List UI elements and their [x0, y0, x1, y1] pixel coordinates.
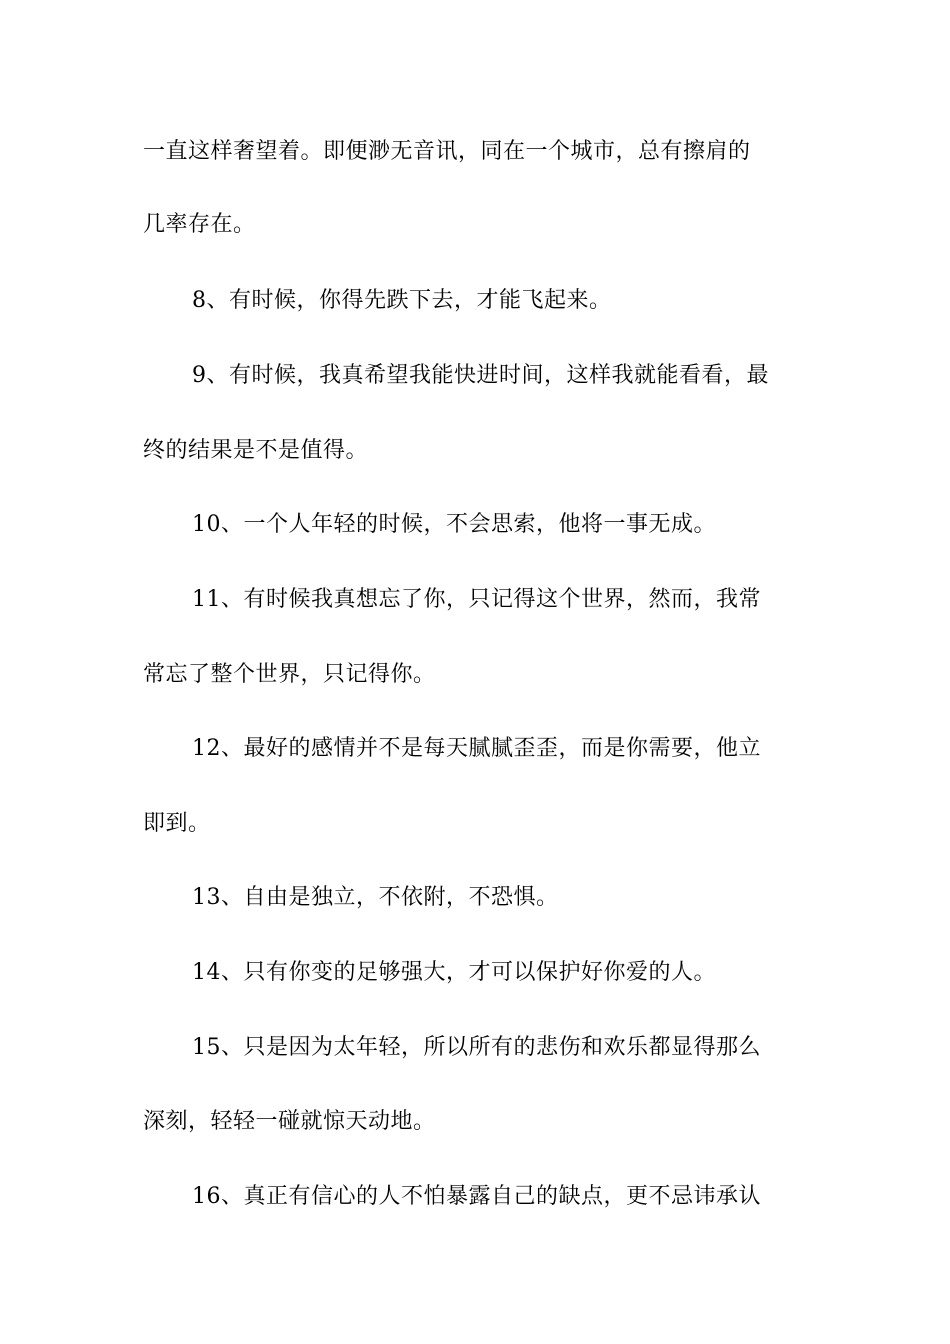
text-line-item-10: 10、一个人年轻的时候，不会思索，他将一事无成。 [192, 512, 716, 537]
text-line-continuation-7: 一直这样奢望着。即便渺无音讯，同在一个城市，总有擦肩的 [143, 139, 751, 164]
text-line-item-9: 9、有时候，我真希望我能快进时间，这样我就能看看，最 [192, 363, 769, 388]
text-line-item-15: 15、只是因为太年轻，所以所有的悲伤和欢乐都显得那么 [192, 1035, 761, 1060]
text-line-item-12: 12、最好的感情并不是每天腻腻歪歪，而是你需要，他立 [192, 736, 761, 761]
text-line-item-11-cont: 常忘了整个世界，只记得你。 [143, 662, 436, 687]
text-line-item-16: 16、真正有信心的人不怕暴露自己的缺点，更不忌讳承认 [192, 1184, 761, 1209]
text-line-item-9-cont: 终的结果是不是值得。 [143, 438, 369, 463]
text-line-item-15-cont: 深刻，轻轻一碰就惊天动地。 [143, 1109, 436, 1134]
text-line-item-12-cont: 即到。 [143, 811, 211, 836]
text-line-continuation-7b: 几率存在。 [143, 212, 256, 237]
text-line-item-14: 14、只有你变的足够强大，才可以保护好你爱的人。 [192, 960, 716, 985]
text-line-item-13: 13、自由是独立，不依附，不恐惧。 [192, 885, 559, 910]
text-line-item-8: 8、有时候，你得先跌下去，才能飞起来。 [192, 288, 612, 313]
text-line-item-11: 11、有时候我真想忘了你，只记得这个世界，然而，我常 [192, 587, 761, 612]
